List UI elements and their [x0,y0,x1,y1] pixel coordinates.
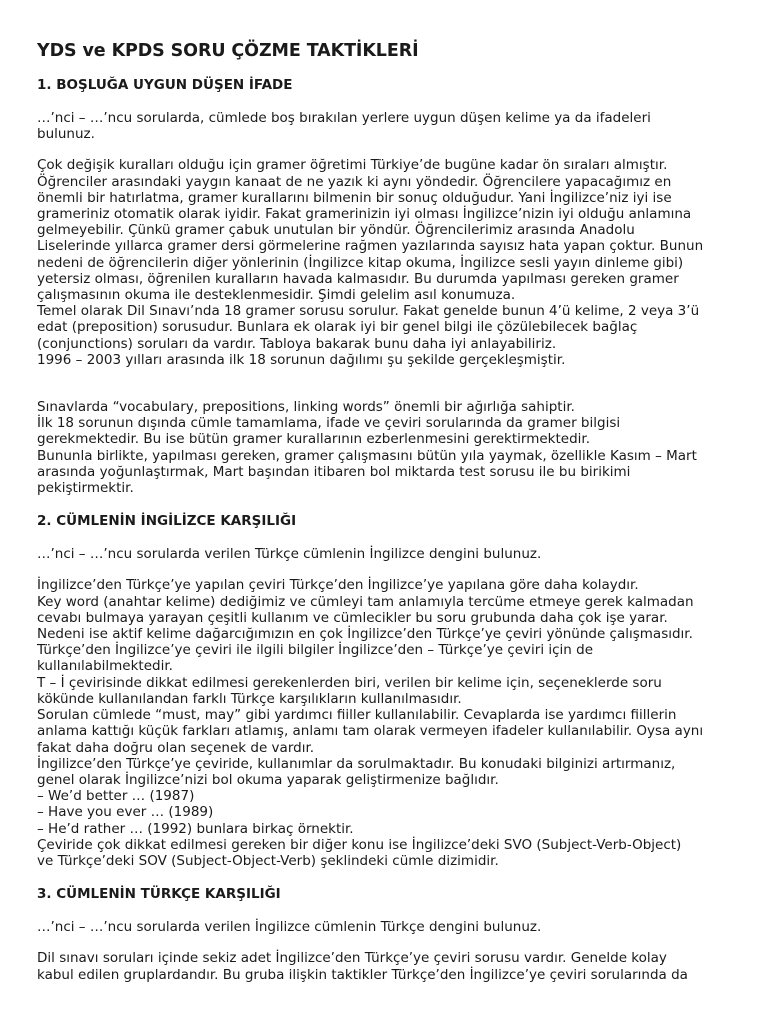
section-1-heading: 1. BOŞLUĞA UYGUN DÜŞEN İFADE [37,77,293,93]
section-1-body-2: Sınavlarda “vocabulary, prepositions, linking words” önemli bir ağırlığa sahiptir. İlk 18 sorunun dışında cümle tamamlama, ifade ve çeviri sorularında da gramer bilgisi gerekmektedir. Bu ise bütün gramer kurallarının ezberlenmesini gerektirmektedir. Bununla birlikte, yapılması gereken, gramer çalışmasını bütün yıla yaymak, özellikle Kasım – Mart arasında yoğunlaştırmak, Mart başından itibaren bol miktarda test sorusu ile bu birikimi pekiştirmektir. [37,399,697,497]
section-2-intro: …’nci – …’ncu sorularda verilen Türkçe cümlenin İngilizce dengini bulunuz. [37,546,542,563]
section-2-heading: 2. CÜMLENİN İNGİLİZCE KARŞILIĞI [37,513,297,530]
section-2-body: İngilizce’den Türkçe’ye yapılan çeviri Türkçe’den İngilizce’ye yapılana göre daha kolaydır. Key word (anahtar kelime) dediğimiz ve cümleyi tam anlamıyla tercüme etmeye gerek kalmadan cevabı bulmaya yarayan çeşitli kullanım ve cümlecikler bu soru grubunda daha çok işe yarar. Nedeni ise aktif kelime dağarcığımızın en çok İngilizce’den Türkçe’ye çeviri yönünde çalışmasıdır. Türkçe’den İngilizce’ye çeviri ile ilgili bilgiler İngilizce’den – Türkçe’ye çeviri için de kullanılabilmektedir. T – İ çevirisinde dikkat edilmesi gerekenlerden biri, verilen bir kelime için, seçeneklerde soru kökünde kullanılandan farklı Türkçe karşılıkların kullanılmasıdır. Sorulan cümlede “must, may” gibi yardımcı fiiller kullanılabilir. Cevaplarda ise yardımcı fiillerin anlama kattığı küçük farkları atlamış, anlamı tam olarak vermeyen ifadeler kullanılabilir. Oysa aynı fakat daha doğru olan seçenek de vardır. İngilizce’den Türkçe’ye çeviride, kullanımlar da sorulmaktadır. Bu konudaki bilginizi artırmanız, genel olarak İngilizce’nizi bol okuma yaparak geliştirmenize bağlıdır. – We’d better … (1987) – Have you ever … (1989) – He’d rather … (1992) bunlara birkaç örnektir. Çeviride çok dikkat edilmesi gereken bir diğer konu ise İngilizce’deki SVO (Subject-Verb-Object) ve Türkçe’deki SOV (Subject-Object-Verb) şeklindeki cümle dizimidir. [37,577,704,869]
section-1-intro: …’nci – …’ncu sorularda, cümlede boş bırakılan yerlere uygun düşen kelime ya da ifadeleri bulunuz. [37,110,651,143]
section-3-heading: 3. CÜMLENİN TÜRKÇE KARŞILIĞI [37,886,281,903]
section-3-intro: …’nci – …’ncu sorularda verilen İngilizce cümlenin Türkçe dengini bulunuz. [37,919,542,936]
section-1-body: Çok değişik kuralları olduğu için gramer öğretimi Türkiye’de bugüne kadar ön sıraları almıştır. Öğrenciler arasındaki yaygın kanaat de ne yazık ki aynı yöndedir. Öğrencilere yapacağımız en önemli bir hatırlatma, gramer kurallarını bilmenin bir sonuç olduğudur. Yani İngilizce’niz iyi ise grameriniz otomatik olarak iyidir. Fakat gramerinizin iyi olması İngilizce’nizin iyi olduğu anlamına gelmeyebilir. Çünkü gramer çabuk unutulan bir yöndür. Öğrencilerimiz arasında Anadolu Liselerinde yıllarca gramer dersi görmelerine rağmen yazılarında sayısız hata yapan çoktur. Bunun nedeni de öğrencilerin diğer yönlerinin (İngilizce kitap okuma, İngilizce sesli yayın dinleme gibi) yetersiz olması, öğrenilen kuralların havada kalmasıdır. Bu durumda yapılması gereken gramer çalışmasının okuma ile desteklenmesidir. Şimdi gelelim asıl konumuza. Temel olarak Dil Sınavı’nda 18 gramer sorusu sorulur. Fakat genelde bunun 4’ü kelime, 2 veya 3’ü edat (preposition) sorusudur. Bunlara ek olarak iyi bir genel bilgi ile çözülebilecek bağlaç (conjunctions) soruları da vardır. Tabloya bakarak bunu daha iyi anlayabiliriz. 1996 – 2003 yılları arasında ilk 18 sorunun dağılımı şu şekilde gerçekleşmiştir. [37,157,704,368]
section-3-body: Dil sınavı soruları içinde sekiz adet İngilizce’den Türkçe’ye çeviri sorusu vardır. Genelde kolay kabul edilen gruplardandır. Bu gruba ilişkin taktikler Türkçe’den İngilizce’ye çeviri sorularında da [37,950,688,983]
document-title: YDS ve KPDS SORU ÇÖZME TAKTİKLERİ [37,41,419,61]
